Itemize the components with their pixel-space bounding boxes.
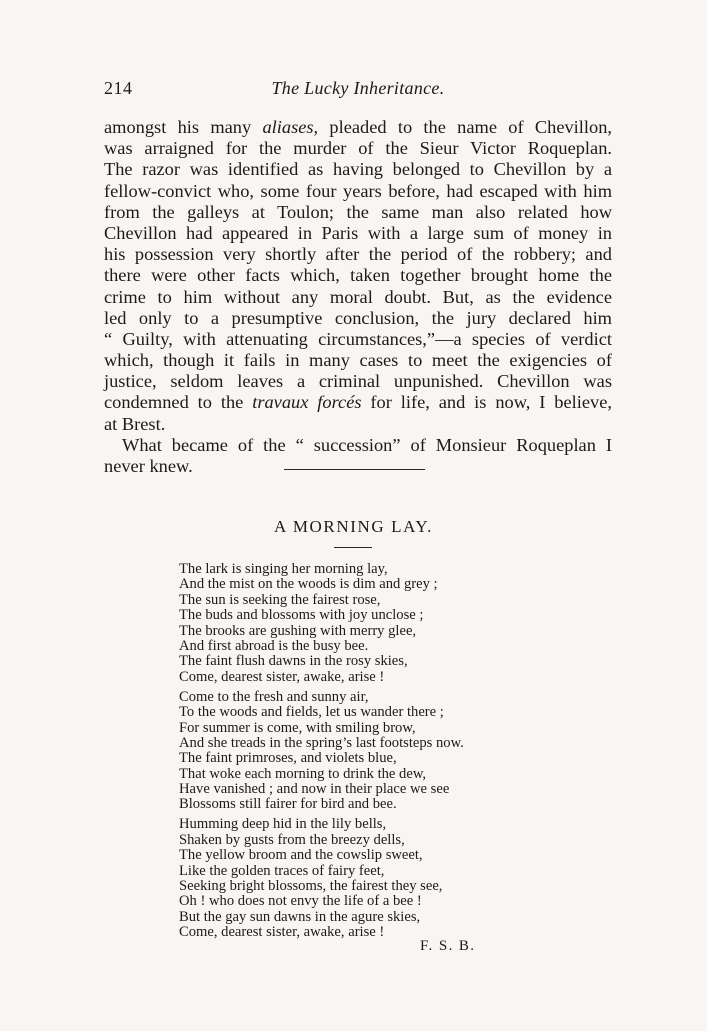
running-head	[104, 78, 612, 102]
poem-body	[179, 562, 539, 945]
poem-line: And the mist on the woods is dim and grey ;	[179, 576, 438, 593]
stanza-2	[179, 690, 539, 813]
prose-line: led only to a presumptive conclusion, the jury declared him	[104, 307, 612, 328]
page-number: 214	[104, 78, 133, 98]
prose-text	[104, 117, 612, 477]
poem-title: A MORNING LAY.	[274, 517, 433, 536]
prose-line: Chevillon had appeared in Paris with a large sum of money in	[104, 222, 612, 243]
poem-line: The lark is singing her morning lay,	[179, 561, 388, 577]
prose-line: fellow-convict who, some four years before, had escaped with him	[104, 180, 612, 201]
prose-line: The razor was identified as having belonged to Chevillon by a	[104, 159, 612, 180]
poem-signature: F. S. B.	[420, 938, 476, 954]
poem-line: Seeking bright blossoms, the fairest they see,	[179, 878, 443, 894]
stanza-3	[179, 817, 539, 940]
poem-line: Come to the fresh and sunny air,	[179, 688, 369, 705]
prose-line: What became of the “ succession” of Monsieur Roqueplan I	[122, 434, 612, 455]
prose-line: at Brest.	[104, 413, 166, 434]
poem-line: For summer is come, with smiling brow,	[179, 719, 416, 736]
prose-line: condemned to the travaux forcés for life, and is now, I believe,	[104, 392, 612, 413]
title-rule	[334, 547, 372, 548]
prose-line: his possession very shortly after the period of the robbery; and	[104, 244, 612, 265]
prose-line: never knew.	[104, 456, 193, 476]
poem-line: Have vanished ; and now in their place we see	[179, 781, 450, 798]
poem-line: And first abroad is the busy bee.	[179, 637, 369, 654]
prose-line: was arraigned for the murder of the Sieur Victor Roqueplan.	[104, 138, 612, 159]
prose-line: crime to him without any moral doubt. But, as the evidence	[104, 286, 612, 307]
prose-line: which, though it fails in many cases to meet the exigencies of	[104, 350, 612, 371]
prose-line: from the galleys at Toulon; the same man also related how	[104, 201, 612, 222]
section-divider	[284, 469, 425, 470]
poem-line: The sun is seeking the fairest rose,	[179, 591, 381, 608]
poem-line: The faint flush dawns in the rosy skies,	[179, 653, 408, 670]
prose-line: there were other facts which, taken together brought home the	[104, 265, 612, 286]
stanza-1	[179, 562, 539, 685]
prose-line: justice, seldom leaves a criminal unpunished. Chevillon was	[104, 371, 612, 392]
poem-line: Like the golden traces of fairy feet,	[179, 862, 385, 879]
poem-line: The faint primroses, and violets blue,	[179, 750, 397, 767]
poem-line: Come, dearest sister, awake, arise !	[179, 924, 385, 941]
poem-line: But the gay sun dawns in the agure skies,	[179, 908, 421, 925]
running-title: The Lucky Inheritance.	[271, 78, 445, 98]
italic-phrase: travaux forcés	[252, 392, 362, 413]
poem-line: To the woods and fields, let us wander there ;	[179, 704, 444, 721]
poem-line: Come, dearest sister, awake, arise !	[179, 668, 385, 685]
prose-line: “ Guilty, with attenuating circumstances,”—a species of verdict	[104, 328, 612, 349]
italic-word: aliases,	[262, 117, 319, 137]
prose-line: amongst his many aliases, pleaded to the name of Chevillon,	[104, 117, 612, 137]
poem-line: Humming deep hid in the lily bells,	[179, 816, 387, 833]
poem-line: Blossoms still fairer for bird and bee.	[179, 796, 397, 813]
poem-line: The buds and blossoms with joy unclose ;	[179, 607, 424, 624]
poem-line: Oh ! who does not envy the life of a bee !	[179, 893, 422, 910]
poem-line: The brooks are gushing with merry glee,	[179, 622, 417, 639]
poem-line: And she treads in the spring’s last footsteps now.	[179, 734, 464, 751]
poem-line: That woke each morning to drink the dew,	[179, 765, 427, 782]
poem-line: Shaken by gusts from the breezy dells,	[179, 831, 405, 848]
poem-line: The yellow broom and the cowslip sweet,	[179, 847, 423, 864]
